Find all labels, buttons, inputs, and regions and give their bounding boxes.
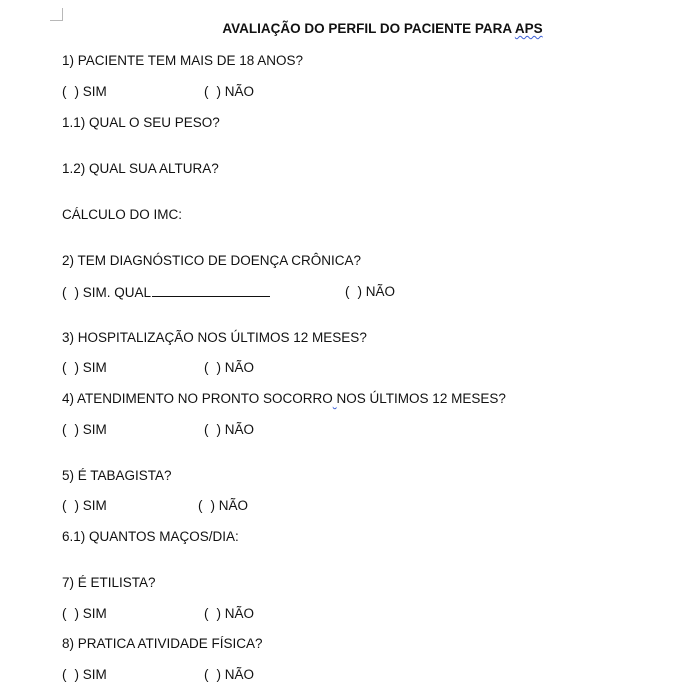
q5-yes-option[interactable]: ( ) SIM xyxy=(62,498,107,513)
q4-yes-option[interactable]: ( ) SIM xyxy=(62,422,107,437)
q3-no-label: NÃO xyxy=(224,360,255,375)
q8-yes-label: SIM xyxy=(82,667,107,682)
page-title xyxy=(0,21,689,36)
q1-no-label: NÃO xyxy=(224,84,255,99)
imc-calculation: CÁLCULO DO IMC: xyxy=(62,207,183,222)
q8-yes-option[interactable]: ( ) SIM xyxy=(62,667,107,682)
q8-no-label: NÃO xyxy=(224,667,255,682)
q4-label-part-a: 4) ATENDIMENTO NO PRONTO SOCORRO xyxy=(62,391,333,406)
question-4 xyxy=(62,391,506,406)
q7-no-label: NÃO xyxy=(224,606,255,621)
question-7: 7) É ETILISTA? xyxy=(62,575,156,590)
q2-yes-option[interactable]: ( ) SIM. QUAL xyxy=(62,284,270,300)
q4-no-label: NÃO xyxy=(224,422,255,437)
q2-yes-label: SIM. QUAL xyxy=(82,285,152,300)
q2-no-option[interactable]: ( ) NÃO xyxy=(345,284,396,299)
q4-no-option[interactable]: ( ) NÃO xyxy=(204,422,255,437)
question-1-2: 1.2) QUAL SUA ALTURA? xyxy=(62,161,219,176)
q2-which-blank[interactable] xyxy=(152,284,270,297)
question-3: 3) HOSPITALIZAÇÃO NOS ÚLTIMOS 12 MESES? xyxy=(62,330,367,345)
q2-no-label: NÃO xyxy=(365,284,396,299)
q1-yes-label: SIM xyxy=(82,84,107,99)
question-5: 5) É TABAGISTA? xyxy=(62,468,172,483)
q8-no-option[interactable]: ( ) NÃO xyxy=(204,667,255,682)
q4-yes-label: SIM xyxy=(82,422,107,437)
q7-no-option[interactable]: ( ) NÃO xyxy=(204,606,255,621)
q1-yes-option[interactable]: ( ) SIM xyxy=(62,84,107,99)
page-corner-mark xyxy=(50,8,63,21)
q5-no-label: NÃO xyxy=(218,498,249,513)
q1-no-option[interactable]: ( ) NÃO xyxy=(204,84,255,99)
q7-yes-label: SIM xyxy=(82,606,107,621)
title-text: AVALIAÇÃO DO PERFIL DO PACIENTE PARA xyxy=(222,21,515,36)
question-1: 1) PACIENTE TEM MAIS DE 18 ANOS? xyxy=(62,53,304,68)
q3-yes-option[interactable]: ( ) SIM xyxy=(62,360,107,375)
q3-no-option[interactable]: ( ) NÃO xyxy=(204,360,255,375)
q5-no-option[interactable]: ( ) NÃO xyxy=(198,498,249,513)
question-6-1: 6.1) QUANTOS MAÇOS/DIA: xyxy=(62,529,239,544)
q3-yes-label: SIM xyxy=(82,360,107,375)
title-acronym: APS xyxy=(514,21,543,36)
question-8: 8) PRATICA ATIVIDADE FÍSICA? xyxy=(62,636,263,651)
question-1-1: 1.1) QUAL O SEU PESO? xyxy=(62,115,220,130)
q7-yes-option[interactable]: ( ) SIM xyxy=(62,606,107,621)
q5-yes-label: SIM xyxy=(82,498,107,513)
q4-label-part-b: NOS ÚLTIMOS 12 MESES? xyxy=(336,391,506,406)
question-2: 2) TEM DIAGNÓSTICO DE DOENÇA CRÔNICA? xyxy=(62,253,362,268)
